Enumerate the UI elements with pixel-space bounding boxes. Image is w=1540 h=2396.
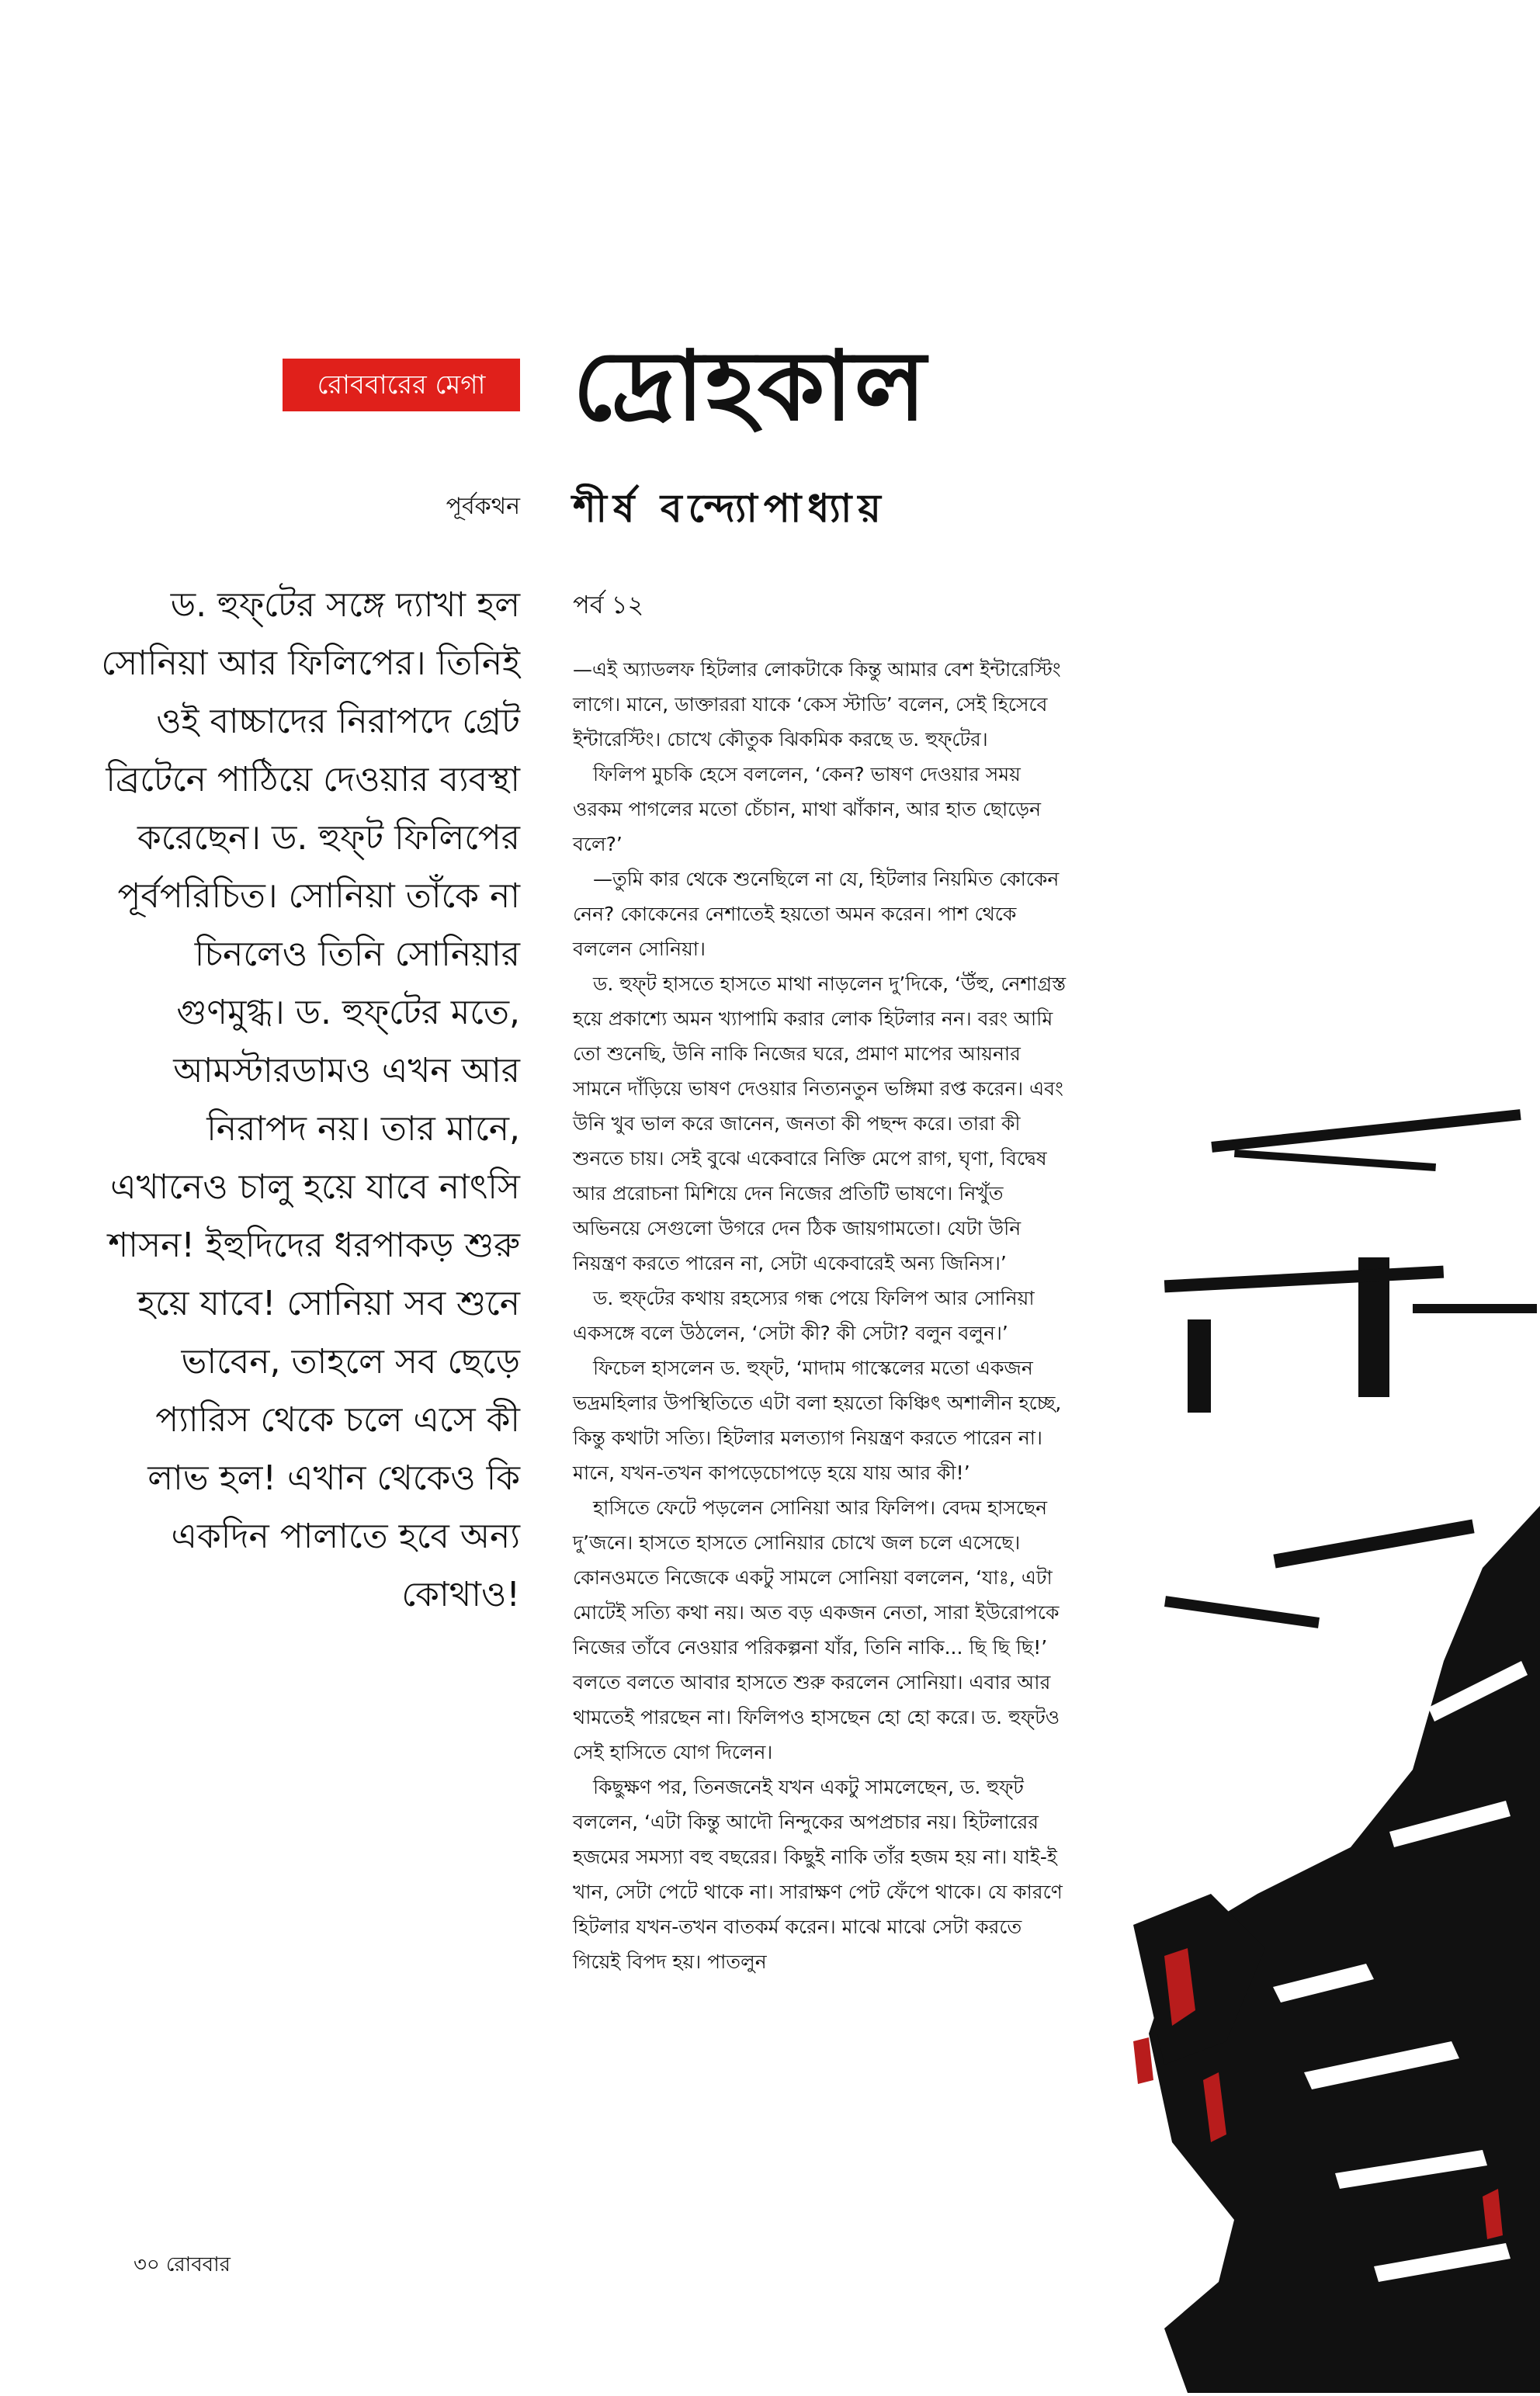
body-paragraph: ফিচেল হাসলেন ড. হুফ্‌ট, ‘মাদাম গাস্কেলের মতো একজন ভদ্রমহিলার উপস্থিতিতে এটা বলা হয়তো কিঞ্চিৎ অশালীন হচ্ছে, কিন্তু কথাটা সত্যি। হিটলার মলত্যাগ নিয়ন্ত্রণ করতে পারেন না। মানে, যখন-তখন কাপড়েচোপড়ে হয়ে যায় আর কী!’ [573, 1357, 1062, 1484]
body-paragraph: —তুমি কার থেকে শুনেছিলে না যে, হিটলার নিয়মিত কোকেন নেন? কোকেনের নেশাতেই হয়তো অমন করেন। পাশ থেকে বললেন সোনিয়া। [573, 868, 1060, 960]
series-badge: রোববারের মেগা [283, 359, 520, 411]
page-number: ৩০ [134, 2253, 160, 2276]
story-illustration [1118, 1071, 1540, 2393]
body-paragraph: কিছুক্ষণ পর, তিনজনেই যখন একটু সামলেছেন, ড. হুফ্‌ট বললেন, ‘এটা কিন্তু আদৌ নিন্দুকের অপপ্রচার নয়। হিটলারের হজমের সমস্যা বহু বছরের। কিছুই নাকি তাঁর হজম হয় না। যাই-ই খান, সেটা পেটে থাকে না। সারাক্ষণ পেট ফেঁপে থাকে। যে কারণে হিটলার যখন-তখন বাতকর্ম করেন। মাঝে মাঝে সেটা করতে গিয়েই বিপদ হয়। পাতলুন [573, 1776, 1063, 1973]
body-paragraph: ড. হুফ্‌টের কথায় রহস্যের গন্ধ পেয়ে ফিলিপ আর সোনিয়া একসঙ্গে বলে উঠলেন, ‘সেটা কী? কী সেটা? বলুন বলুন।’ [573, 1287, 1035, 1344]
story-body [573, 652, 1070, 1979]
body-paragraph: ড. হুফ্‌ট হাসতে হাসতে মাথা নাড়লেন দু’দিকে, ‘উঁহু, নেশাগ্রস্ত হয়ে প্রকাশ্যে অমন খ্যাপামি করার লোক হিটলার নন। বরং আমি তো শুনেছি, উনি নাকি নিজের ঘরে, প্রমাণ মাপের আয়নার সামনে দাঁড়িয়ে ভাষণ দেওয়ার নিত্যনতুন ভঙ্গিমা রপ্ত করেন। এবং উনি খুব ভাল করে জানেন, জনতা কী পছন্দ করে। তারা কী শুনতে চায়। সেই বুঝে একেবারে নিক্তি মেপে রাগ, ঘৃণা, বিদ্বেষ আর প্ররোচনা মিশিয়ে দেন নিজের প্রতিটি ভাষণে। নিখুঁত অভিনয়ে সেগুলো উগরে দেন ঠিক জায়গামতো। যেটা উনি নিয়ন্ত্রণ করতে পারেন না, সেটা একেবারেই অন্য জিনিস।’ [573, 973, 1067, 1274]
ink-illustration-graphic [1118, 1071, 1540, 2393]
body-paragraph: ফিলিপ মুচকি হেসে বললেন, ‘কেন? ভাষণ দেওয়ার সময় ওরকম পাগলের মতো চেঁচান, মাথা ঝাঁকান, আর হাত ছোড়েন বলে?’ [573, 763, 1042, 855]
episode-label: পর্ব ১২ [573, 590, 644, 619]
prelude-label: পূর্বকথন [446, 493, 520, 520]
author-name: শীর্ষ বন্দ্যোপাধ্যায় [573, 486, 887, 531]
story-title: দ্রোহকাল [573, 331, 928, 442]
body-paragraph: —এই অ্যাডলফ হিটলার লোকটাকে কিন্তু আমার বেশ ইন্টারেস্টিং লাগে। মানে, ডাক্তাররা যাকে ‘কেস স্টাডি’ বলেন, সেই হিসেবে ইন্টারেস্টিং। চোখে কৌতুক ঝিকমিক করছে ড. হুফ্‌টের। [573, 658, 1061, 751]
body-paragraph: হাসিতে ফেটে পড়লেন সোনিয়া আর ফিলিপ। বেদম হাসছেন দু’জনে। হাসতে হাসতে সোনিয়ার চোখে জল চলে এসেছে। কোনওমতে নিজেকে একটু সামলে সোনিয়া বললেন, ‘যাঃ, এটা মোটেই সত্যি কথা নয়। অত বড় একজন নেতা, সারা ইউরোপকে নিজের তাঁবে নেওয়ার পরিকল্পনা যাঁর, তিনি নাকি... ছি ছি ছি!’ বলতে বলতে আবার হাসতে শুরু করলেন সোনিয়া। এবার আর থামতেই পারছেন না। ফিলিপও হাসছেন হো হো করে। ড. হুফ্‌টও সেই হাসিতে যোগ দিলেন। [573, 1496, 1060, 1763]
publication-name: রোববার [165, 2253, 231, 2276]
page-folio [134, 2249, 237, 2280]
synopsis: ড. হুফ্‌টের সঙ্গে দ্যাখা হল সোনিয়া আর ফিলিপের। তিনিই ওই বাচ্চাদের নিরাপদে গ্রেট ব্রিটেনে পাঠিয়ে দেওয়ার ব্যবস্থা করেছেন। ড. হুফ্‌ট ফিলিপের পূর্বপরিচিত। সোনিয়া তাঁকে না চিনলেও তিনি সোনিয়ার গুণমুগ্ধ। ড. হুফ্‌টের মতে, আমস্টারডামও এখন আর নিরাপদ নয়। তার মানে, এখানেও চালু হয়ে যাবে নাৎসি শাসন! ইহুদিদের ধরপাকড় শুরু হয়ে যাবে! সোনিয়া সব শুনে ভাবেন, তাহলে সব ছেড়ে প্যারিস থেকে চলে এসে কী লাভ হল! এখান থেকেও কি একদিন পালাতে হবে অন্য কোথাও! [101, 585, 520, 1614]
